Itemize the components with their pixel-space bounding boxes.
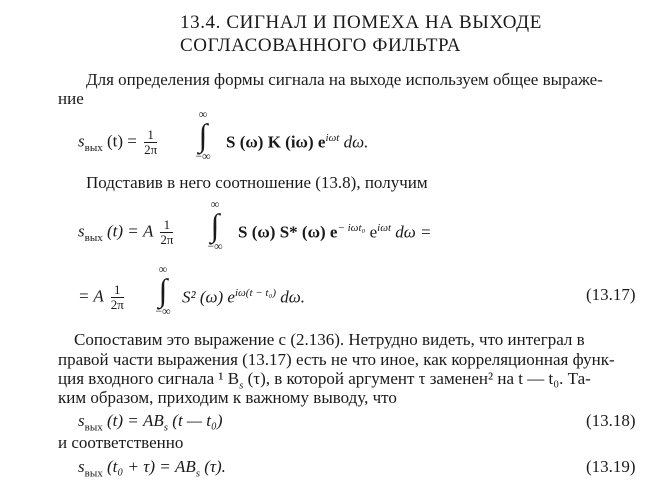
and-correspondingly-text: и соответственно — [58, 433, 184, 452]
equation-1-integrand: S (ω) K (iω) $e^{i\omega t}$ dω. — [226, 132, 369, 152]
fraction-1-over-2pi: $\frac{1}{2\pi}$ — [144, 127, 158, 157]
section-heading-line2: СОГЛАСОВАННОГО ФИЛЬТРА — [180, 35, 462, 56]
equation-3: = A $\frac{1}{2\pi}$ — [78, 282, 124, 312]
paragraph-line3: ция входного сигнала ¹ $B_s$ (τ), в которой аргумент τ заменен² на t — t₀. Та- — [58, 369, 591, 392]
intro-line1: Для определения формы сигнала на выходе используем общее выраже- — [86, 70, 603, 89]
equation-label-13-17: (13.17) — [586, 285, 636, 304]
fraction-1-over-2pi: $\frac{1}{2\pi}$ — [110, 282, 124, 312]
equation-2-integrand: S (ω) S* (ω) $e^{- i\omega t_0}$ $e^{i\omega t}$ dω = — [238, 222, 432, 242]
equation-1: $s_{вых}$ (t) = $\frac{1}{2\pi}$ — [78, 127, 158, 157]
intro-line2: ние — [58, 89, 84, 108]
substitution-text: Подставив в него соотношение (13.8), получим — [86, 173, 428, 192]
equation-4: $s_{вых}$ $(t) = AB_s$ (t — t₀) — [78, 411, 223, 434]
paragraph-line4: ким образом, приходим к важному выводу, что — [58, 388, 397, 407]
paragraph-line2: правой части выражения (13.17) есть не что иное, как корреляционная функ- — [58, 350, 615, 369]
integral-sign-2: ∞ ∫ −∞ — [207, 197, 223, 253]
fraction-1-over-2pi: $\frac{1}{2\pi}$ — [160, 217, 174, 247]
equation-2: $s_{вых}$ (t) = A $\frac{1}{2\pi}$ — [78, 217, 174, 247]
equation-5: $s_{вых}$ $(t_0 + \tau) = AB_s$ (τ). — [78, 457, 226, 480]
integral-sign-3: ∞ ∫ −∞ — [155, 262, 171, 318]
paragraph-line1: Сопоставим это выражение с (2.136). Нетрудно видеть, что интеграл в — [74, 330, 585, 349]
integral-sign-1: ∞ ∫ −∞ — [195, 107, 211, 163]
section-heading-line1: 13.4. СИГНАЛ И ПОМЕХА НА ВЫХОДЕ — [180, 12, 542, 33]
equation-label-13-18: (13.18) — [586, 411, 636, 430]
equation-3-integrand: S² (ω) $e^{i\omega(t - t_0)}$ dω. — [182, 287, 305, 307]
equation-label-13-19: (13.19) — [586, 457, 636, 476]
